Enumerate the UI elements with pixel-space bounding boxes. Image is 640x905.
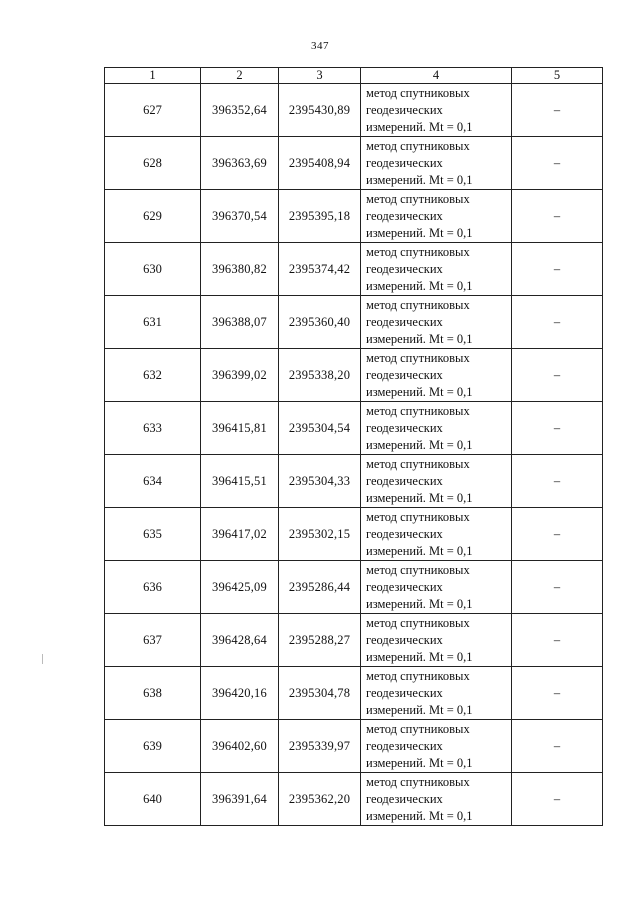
method-cell <box>361 720 512 773</box>
coordinate-x: 396415,81 <box>201 402 279 455</box>
table-row <box>105 190 603 243</box>
point-number: 627 <box>105 84 201 137</box>
table-row <box>105 614 603 667</box>
coordinates-table <box>104 67 603 826</box>
table-row <box>105 561 603 614</box>
table-row <box>105 402 603 455</box>
method-line-2: геодезических <box>366 632 443 647</box>
column-header-1: 1 <box>105 68 201 84</box>
coordinate-x: 396399,02 <box>201 349 279 402</box>
method-line-2: геодезических <box>366 420 443 435</box>
column-5-value: – <box>512 773 603 826</box>
method-line-3: измерений. Mt = 0,1 <box>366 490 473 505</box>
method-line-1: метод спутниковых <box>366 509 470 524</box>
point-number: 635 <box>105 508 201 561</box>
method-line-1: метод спутниковых <box>366 721 470 736</box>
method-line-3: измерений. Mt = 0,1 <box>366 278 473 293</box>
method-cell <box>361 614 512 667</box>
column-5-value: – <box>512 84 603 137</box>
column-header-4: 4 <box>361 68 512 84</box>
column-5-value: – <box>512 190 603 243</box>
method-line-3: измерений. Mt = 0,1 <box>366 808 473 823</box>
coordinate-y: 2395360,40 <box>279 296 361 349</box>
method-line-1: метод спутниковых <box>366 191 470 206</box>
method-cell <box>361 561 512 614</box>
method-cell <box>361 773 512 826</box>
table-row <box>105 773 603 826</box>
method-cell <box>361 455 512 508</box>
column-5-value: – <box>512 455 603 508</box>
method-line-2: геодезических <box>366 261 443 276</box>
method-line-3: измерений. Mt = 0,1 <box>366 384 473 399</box>
coordinate-x: 396388,07 <box>201 296 279 349</box>
method-cell <box>361 402 512 455</box>
method-line-2: геодезических <box>366 208 443 223</box>
method-line-2: геодезических <box>366 579 443 594</box>
point-number: 631 <box>105 296 201 349</box>
method-line-1: метод спутниковых <box>366 774 470 789</box>
coordinate-x: 396417,02 <box>201 508 279 561</box>
table-row <box>105 720 603 773</box>
method-cell <box>361 508 512 561</box>
coordinate-y: 2395304,78 <box>279 667 361 720</box>
method-cell <box>361 243 512 296</box>
table-row <box>105 349 603 402</box>
method-line-3: измерений. Mt = 0,1 <box>366 225 473 240</box>
table-row <box>105 84 603 137</box>
coordinate-y: 2395302,15 <box>279 508 361 561</box>
table-row <box>105 137 603 190</box>
coordinate-y: 2395395,18 <box>279 190 361 243</box>
coordinate-x: 396425,09 <box>201 561 279 614</box>
table-row <box>105 243 603 296</box>
method-line-2: геодезических <box>366 314 443 329</box>
table-row <box>105 296 603 349</box>
method-line-3: измерений. Mt = 0,1 <box>366 543 473 558</box>
point-number: 637 <box>105 614 201 667</box>
method-line-1: метод спутниковых <box>366 403 470 418</box>
column-5-value: – <box>512 561 603 614</box>
table-row <box>105 455 603 508</box>
coordinate-y: 2395304,54 <box>279 402 361 455</box>
coordinate-y: 2395362,20 <box>279 773 361 826</box>
method-line-2: геодезических <box>366 367 443 382</box>
method-line-3: измерений. Mt = 0,1 <box>366 437 473 452</box>
coordinate-y: 2395288,27 <box>279 614 361 667</box>
method-line-3: измерений. Mt = 0,1 <box>366 702 473 717</box>
method-line-2: геодезических <box>366 791 443 806</box>
method-line-3: измерений. Mt = 0,1 <box>366 596 473 611</box>
point-number: 638 <box>105 667 201 720</box>
method-line-3: измерений. Mt = 0,1 <box>366 119 473 134</box>
method-line-1: метод спутниковых <box>366 350 470 365</box>
point-number: 639 <box>105 720 201 773</box>
column-header-2: 2 <box>201 68 279 84</box>
method-cell <box>361 296 512 349</box>
point-number: 629 <box>105 190 201 243</box>
column-5-value: – <box>512 402 603 455</box>
column-header-3: 3 <box>279 68 361 84</box>
method-cell <box>361 190 512 243</box>
method-line-2: геодезических <box>366 155 443 170</box>
method-line-2: геодезических <box>366 526 443 541</box>
table-row <box>105 667 603 720</box>
point-number: 628 <box>105 137 201 190</box>
point-number: 630 <box>105 243 201 296</box>
method-line-3: измерений. Mt = 0,1 <box>366 649 473 664</box>
coordinate-x: 396380,82 <box>201 243 279 296</box>
column-5-value: – <box>512 508 603 561</box>
column-5-value: – <box>512 614 603 667</box>
method-line-2: геодезических <box>366 102 443 117</box>
method-line-1: метод спутниковых <box>366 244 470 259</box>
method-line-3: измерений. Mt = 0,1 <box>366 755 473 770</box>
coordinate-y: 2395286,44 <box>279 561 361 614</box>
method-cell <box>361 137 512 190</box>
method-line-1: метод спутниковых <box>366 297 470 312</box>
coordinate-x: 396352,64 <box>201 84 279 137</box>
column-5-value: – <box>512 349 603 402</box>
coordinate-y: 2395408,94 <box>279 137 361 190</box>
point-number: 636 <box>105 561 201 614</box>
method-line-1: метод спутниковых <box>366 668 470 683</box>
point-number: 640 <box>105 773 201 826</box>
method-line-2: геодезических <box>366 685 443 700</box>
coordinate-y: 2395374,42 <box>279 243 361 296</box>
method-line-1: метод спутниковых <box>366 456 470 471</box>
page-number: 347 <box>311 40 329 52</box>
method-line-3: измерений. Mt = 0,1 <box>366 331 473 346</box>
column-5-value: – <box>512 243 603 296</box>
coordinate-y: 2395339,97 <box>279 720 361 773</box>
method-cell <box>361 84 512 137</box>
column-5-value: – <box>512 720 603 773</box>
method-line-1: метод спутниковых <box>366 138 470 153</box>
column-5-value: – <box>512 137 603 190</box>
margin-mark <box>42 654 43 664</box>
method-line-2: геодезических <box>366 738 443 753</box>
method-line-1: метод спутниковых <box>366 615 470 630</box>
point-number: 632 <box>105 349 201 402</box>
coordinate-x: 396420,16 <box>201 667 279 720</box>
column-5-value: – <box>512 667 603 720</box>
method-line-1: метод спутниковых <box>366 562 470 577</box>
coordinate-y: 2395430,89 <box>279 84 361 137</box>
coordinate-x: 396363,69 <box>201 137 279 190</box>
table-header-row <box>105 68 603 84</box>
method-line-3: измерений. Mt = 0,1 <box>366 172 473 187</box>
column-header-5: 5 <box>512 68 603 84</box>
coordinate-x: 396402,60 <box>201 720 279 773</box>
coordinate-x: 396391,64 <box>201 773 279 826</box>
method-cell <box>361 349 512 402</box>
coordinate-y: 2395338,20 <box>279 349 361 402</box>
method-line-1: метод спутниковых <box>366 85 470 100</box>
coordinate-x: 396370,54 <box>201 190 279 243</box>
point-number: 634 <box>105 455 201 508</box>
coordinate-y: 2395304,33 <box>279 455 361 508</box>
method-cell <box>361 667 512 720</box>
method-line-2: геодезических <box>366 473 443 488</box>
table-row <box>105 508 603 561</box>
point-number: 633 <box>105 402 201 455</box>
coordinate-x: 396415,51 <box>201 455 279 508</box>
table-body <box>105 84 603 826</box>
column-5-value: – <box>512 296 603 349</box>
coordinate-x: 396428,64 <box>201 614 279 667</box>
